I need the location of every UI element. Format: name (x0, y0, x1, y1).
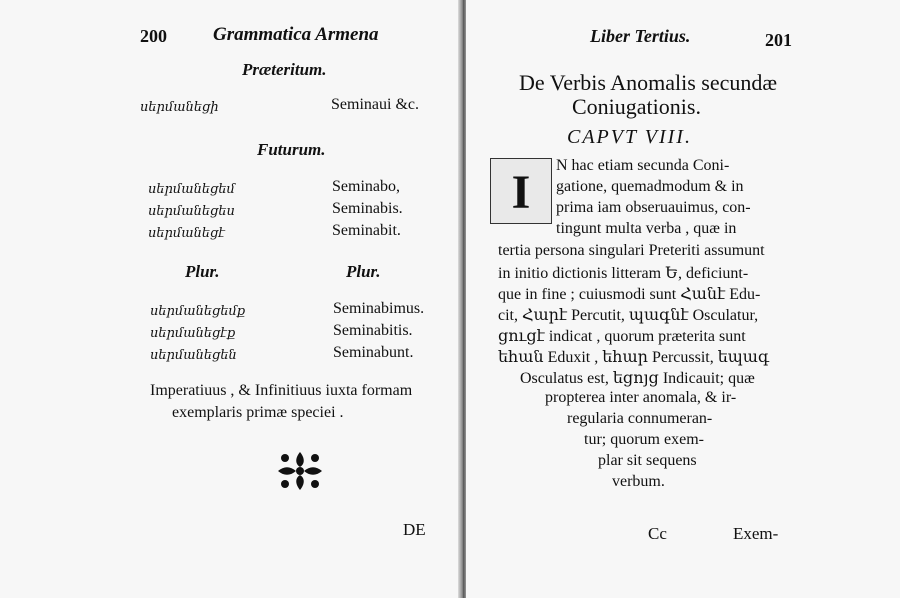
left-page-number: 200 (140, 26, 167, 46)
preteritum-latin: Seminaui &c. (331, 96, 419, 113)
body-line-11: Osculatus est, եցոյց Indicauit; quæ (520, 370, 755, 387)
body-line-4: tingunt multa verba , quæ in (556, 220, 737, 237)
floral-ornament-icon (275, 450, 325, 492)
plural-armenian-1: սերմանեցեմք (150, 304, 246, 319)
futurum-armenian-1: սերմանեցեմ (148, 182, 235, 197)
imperative-note-line-2: exemplaris primæ speciei . (172, 404, 344, 421)
body-line-5: tertia persona singulari Preteriti assumunt (498, 242, 765, 259)
body-line-15: plar sit sequens (598, 452, 697, 469)
body-line-13: regularia connumeran- (567, 410, 713, 427)
decorated-initial (490, 158, 552, 224)
plural-latin-2: Seminabitis. (333, 322, 413, 339)
body-line-10: եհան Eduxit , եհար Percussit, եպագ (498, 349, 770, 366)
plural-label-left: Plur. (185, 262, 220, 281)
futurum-heading: Futurum. (257, 140, 326, 159)
futurum-latin-3: Seminabit. (332, 222, 401, 239)
left-running-head: Grammatica Armena (213, 24, 379, 45)
futurum-latin-2: Seminabis. (332, 200, 403, 217)
right-running-head: Liber Tertius. (590, 26, 691, 46)
chapter-title-line-2: Coniugationis. (572, 94, 701, 119)
plural-latin-1: Seminabimus. (333, 300, 425, 317)
right-catchword: Exem- (733, 524, 779, 543)
futurum-armenian-2: սերմանեցես (148, 204, 235, 219)
right-page-number: 201 (765, 30, 792, 50)
body-line-16: verbum. (612, 473, 665, 490)
left-catchword: DE (403, 520, 426, 539)
body-line-2: gatione, quemadmodum & in (556, 178, 744, 195)
body-line-7: que in fine ; cuiusmodi sunt Հանէ Edu- (498, 286, 761, 303)
decorated-initial-letter: I (511, 166, 531, 219)
signature-mark: Cc (648, 524, 667, 543)
plural-label-right: Plur. (346, 262, 381, 281)
futurum-latin-1: Seminabo, (332, 178, 400, 195)
body-line-12: propterea inter anomala, & ir- (545, 389, 737, 406)
plural-armenian-2: սերմանեցէք (150, 326, 236, 341)
chapter-number: CAPVT VIII. (567, 126, 692, 148)
body-line-6: in initio dictionis litteram Ե, deficiunt- (498, 265, 749, 282)
preteritum-armenian: սերմանեցի (140, 100, 219, 115)
body-line-8: cit, Հարէ Percutit, պագնէ Osculatur, (498, 307, 759, 324)
preteritum-heading: Præteritum. (242, 60, 327, 79)
imperative-note-line-1: Imperatiuus , & Infinitiuus iuxta formam (150, 382, 413, 399)
body-line-14: tur; quorum exem- (584, 431, 704, 448)
futurum-armenian-3: սերմանեցէ (148, 226, 226, 241)
chapter-title-line-1: De Verbis Anomalis secundæ (519, 70, 778, 95)
plural-armenian-3: սերմանեցեն (150, 348, 237, 363)
body-line-3: prima iam obseruauimus, con- (556, 199, 751, 216)
plural-latin-3: Seminabunt. (333, 344, 414, 361)
body-line-9: ցուցէ indicat , quorum præterita sunt (498, 328, 746, 345)
body-line-1: N hac etiam secunda Coni- (556, 157, 730, 174)
